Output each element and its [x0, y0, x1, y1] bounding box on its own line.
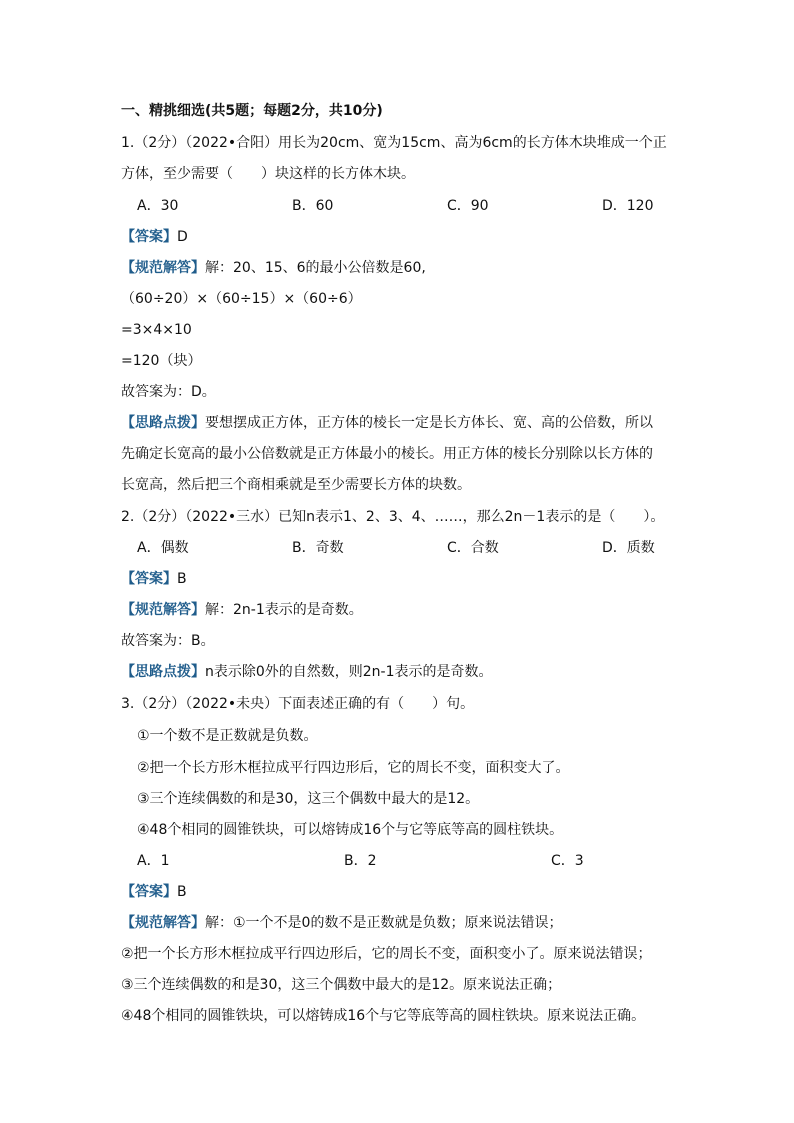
q1-hint-line-1 [121, 413, 754, 433]
q3-solution-line-1 [121, 913, 754, 933]
q3-answer [121, 882, 754, 902]
hint-text: 要想摆成正方体，正方体的棱长一定是长方体长、宽、高的公倍数，所以 [205, 415, 653, 431]
answer-value: B [177, 884, 187, 900]
q1-answer [121, 227, 754, 247]
q3-stem: 3.（2分）（2022•未央）下面表述正确的有（ ）句。 [121, 696, 475, 712]
q1-hint-line-2: 先确定长宽高的最小公倍数就是正方体最小的棱长。用正方体的棱长分别除以长方体的 [121, 446, 653, 462]
q3-option-b: B．2 [344, 853, 377, 869]
q3-statement-3: ③三个连续偶数的和是30，这三个偶数中最大的是12。 [137, 791, 480, 807]
q2-option-b: B．奇数 [292, 540, 344, 556]
solution-text: 解：2n-1表示的是奇数。 [205, 602, 363, 618]
answer-value: B [177, 571, 187, 587]
q2-option-c: C．合数 [447, 540, 499, 556]
solution-tag: 【规范解答】 [121, 915, 205, 931]
hint-text: n表示除0外的自然数，则2n-1表示的是奇数。 [205, 664, 493, 680]
hint-tag: 【思路点拨】 [121, 664, 205, 680]
q2-solution-line-2: 故答案为：B。 [121, 633, 215, 649]
q2-option-d: D．质数 [602, 540, 655, 556]
solution-text: 解：①一个不是0的数不是正数就是负数；原来说法错误； [205, 915, 563, 931]
q1-solution-line-1 [121, 258, 754, 278]
q1-stem-line-1: 1.（2分）（2022•合阳）用长为20cm、宽为15cm、高为6cm的长方体木块堆成一个正 [121, 135, 667, 151]
q2-option-a: A．偶数 [137, 540, 189, 556]
q1-option-d: D．120 [602, 198, 654, 214]
answer-tag: 【答案】 [121, 571, 177, 587]
hint-tag: 【思路点拨】 [121, 415, 205, 431]
q3-option-a: A．1 [137, 853, 170, 869]
q2-solution-line-1 [121, 600, 754, 620]
q3-solution-line-2: ②把一个长方形木框拉成平行四边形后，它的周长不变，面积变小了。原来说法错误； [121, 946, 652, 962]
q1-option-c: C．90 [447, 198, 489, 214]
q1-solution-line-5: 故答案为：D。 [121, 384, 216, 400]
solution-tag: 【规范解答】 [121, 260, 205, 276]
q3-statement-4: ④48个相同的圆锥铁块，可以熔铸成16个与它等底等高的圆柱铁块。 [137, 822, 564, 838]
q1-hint-line-3: 长宽高，然后把三个商相乘就是至少需要长方体的块数。 [121, 477, 471, 493]
q1-solution-line-4: =120（块） [121, 353, 202, 369]
q1-solution-line-2: （60÷20）×（60÷15）×（60÷6） [121, 291, 362, 307]
q2-stem: 2.（2分）（2022•三水）已知n表示1、2、3、4、……，那么2n－1表示的是（ ）。 [121, 509, 665, 525]
q1-option-a: A．30 [137, 198, 179, 214]
q3-solution-line-3: ③三个连续偶数的和是30，这三个偶数中最大的是12。原来说法正确； [121, 977, 562, 993]
q1-stem-line-2: 方体，至少需要（ ）块这样的长方体木块。 [121, 166, 415, 182]
solution-text: 解：20、15、6的最小公倍数是60, [205, 260, 426, 276]
q1-solution-line-3: =3×4×10 [121, 322, 192, 338]
q2-hint-line-1 [121, 662, 754, 682]
answer-tag: 【答案】 [121, 884, 177, 900]
q3-solution-line-4: ④48个相同的圆锥铁块，可以熔铸成16个与它等底等高的圆柱铁块。原来说法正确。 [121, 1008, 646, 1024]
q1-option-b: B．60 [292, 198, 334, 214]
q3-statement-1: ①一个数不是正数就是负数。 [137, 728, 318, 744]
section-title: 一、精挑细选(共5题；每题2分，共10分) [121, 103, 383, 119]
answer-value: D [177, 229, 188, 245]
answer-tag: 【答案】 [121, 229, 177, 245]
q3-option-c: C．3 [551, 853, 584, 869]
q2-answer [121, 569, 754, 589]
q3-statement-2: ②把一个长方形木框拉成平行四边形后，它的周长不变，面积变大了。 [137, 760, 570, 776]
solution-tag: 【规范解答】 [121, 602, 205, 618]
